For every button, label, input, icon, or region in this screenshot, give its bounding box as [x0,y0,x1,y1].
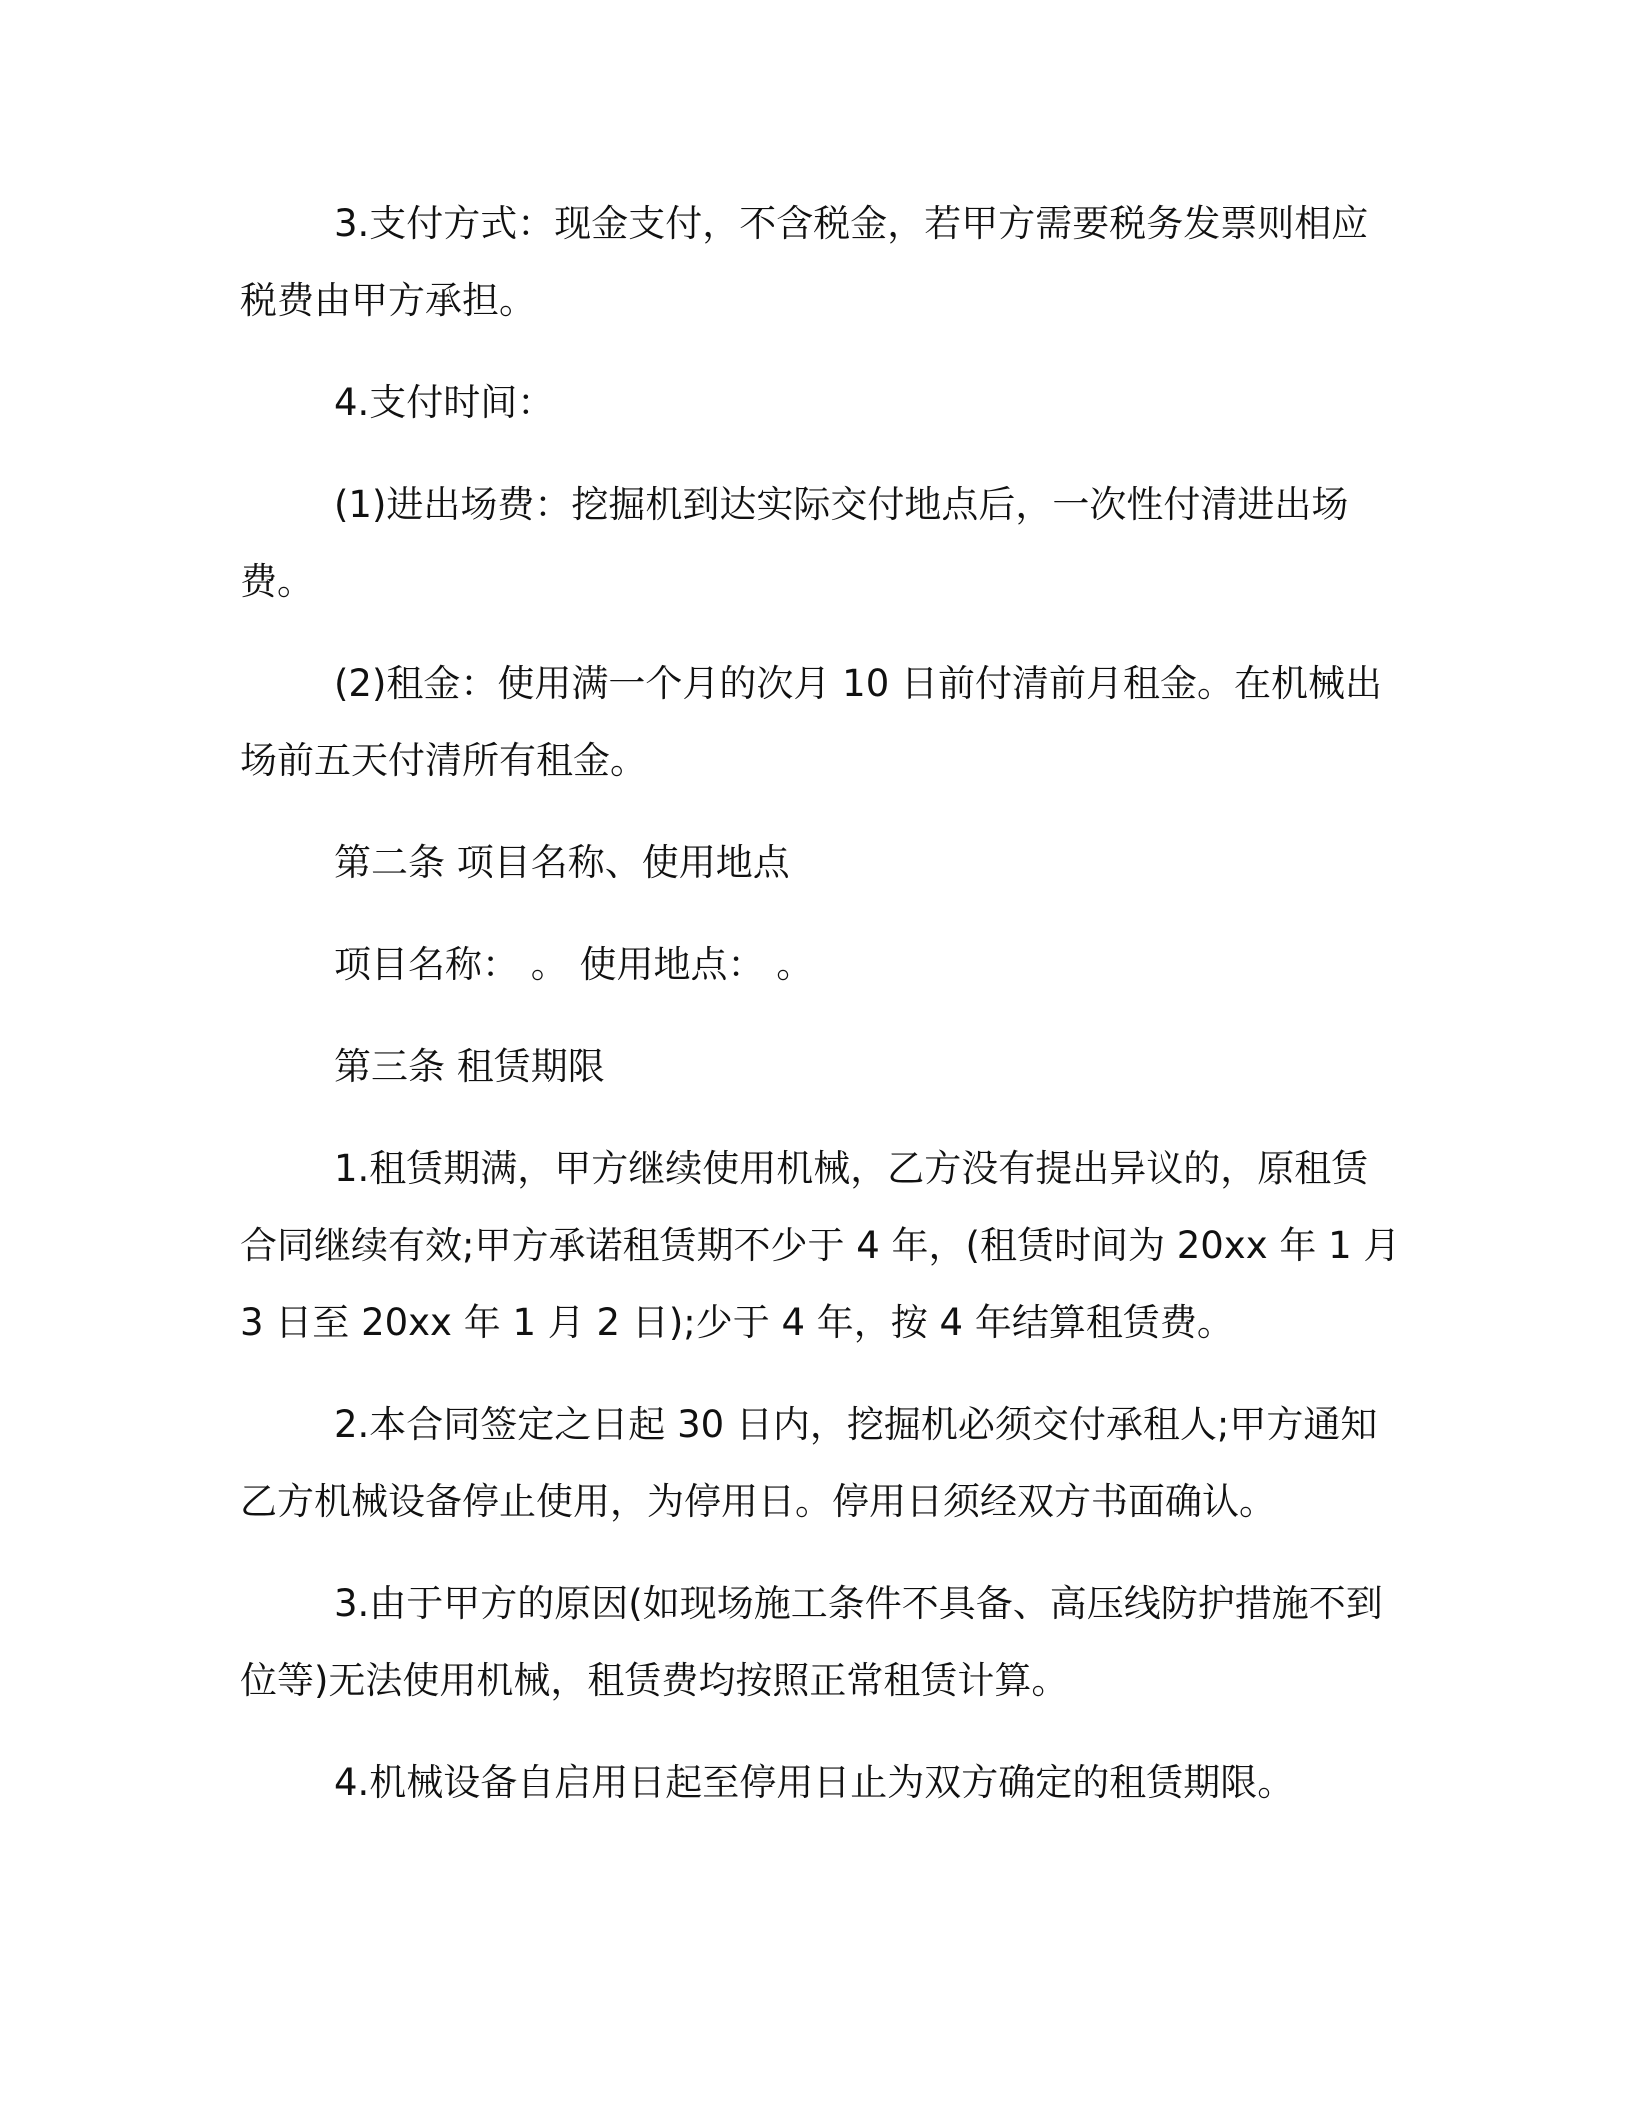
document-body [240,185,1405,1846]
payment-time-heading: 4.支付时间： [334,381,555,424]
article-three-heading: 第三条 租赁期限 [334,1045,605,1088]
lease-term-clause-1: 1.租赁期满，甲方继续使用机械，乙方没有提出异议的，原租赁合同继续有效;甲方承诺租赁期不少于 4 年，(租赁时间为 20xx 年 1 月 3 日至 20xx 年 1 月 2 日);少于 4 年，按 4 年结算租赁费。 [240,1147,1401,1344]
lease-term-clause-4: 4.机械设备自启用日起至停用日止为双方确定的租赁期限。 [334,1761,1295,1804]
lease-term-clause-2: 2.本合同签定之日起 30 日内，挖掘机必须交付承租人;甲方通知乙方机械设备停止使用，为停用日。停用日须经双方书面确认。 [240,1403,1378,1523]
lease-term-clause-3: 3.由于甲方的原因(如现场施工条件不具备、高压线防护措施不到位等)无法使用机械，租赁费均按照正常租赁计算。 [240,1582,1383,1702]
article-two-heading: 第二条 项目名称、使用地点 [334,841,790,884]
entry-exit-fee-paragraph: (1)进出场费：挖掘机到达实际交付地点后，一次性付清进出场费。 [240,483,1349,603]
project-name-location-paragraph: 项目名称： 。 使用地点： 。 [334,943,814,986]
payment-method-paragraph: 3.支付方式：现金支付，不含税金，若甲方需要税务发票则相应税费由甲方承担。 [240,202,1369,322]
rent-paragraph: (2)租金：使用满一个月的次月 10 日前付清前月租金。在机械出场前五天付清所有租金。 [240,662,1383,782]
